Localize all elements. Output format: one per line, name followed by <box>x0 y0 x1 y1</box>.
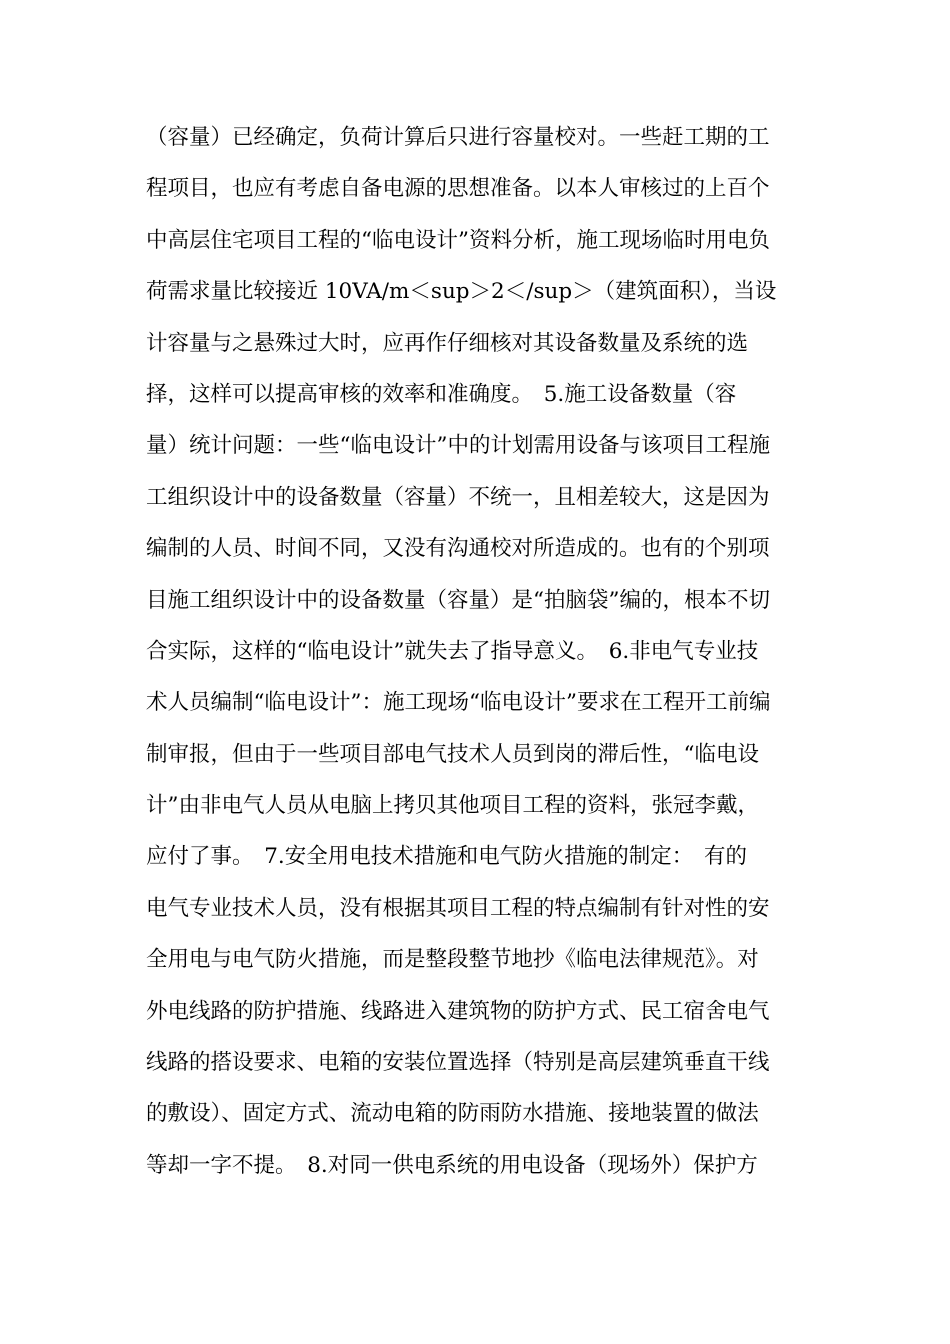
text-line: 工组织设计中的设备数量（容量）不统一，且相差较大，这是因为 <box>146 484 770 510</box>
text-line: 中高层住宅项目工程的“临电设计”资料分析，施工现场临时用电负 <box>146 227 770 253</box>
text-line: 目施工组织设计中的设备数量（容量）是“拍脑袋”编的，根本不切 <box>146 587 770 613</box>
text-line: 择，这样可以提高审核的效率和准确度。 5.施工设备数量（容 <box>146 381 737 407</box>
text-line: 术人员编制“临电设计”：施工现场“临电设计”要求在工程开工前编 <box>146 690 771 716</box>
text-line: 荷需求量比较接近 10VA/m＜sup＞2＜/sup＞（建筑面积），当设 <box>146 279 777 305</box>
body-text <box>146 116 806 1195</box>
text-line: （容量）已经确定，负荷计算后只进行容量校对。一些赶工期的工 <box>146 125 770 150</box>
text-line: 计容量与之悬殊过大时，应再作仔细核对其设备数量及系统的选 <box>146 330 749 356</box>
text-line: 线路的搭设要求、电箱的安装位置选择（特别是高层建筑垂直干线 <box>146 1050 770 1076</box>
text-line: 的敷设）、固定方式、流动电箱的防雨防水措施、接地装置的做法 <box>146 1101 759 1127</box>
text-line: 量）统计问题：一些“临电设计”中的计划需用设备与该项目工程施 <box>146 433 770 459</box>
text-line: 合实际，这样的“临电设计”就失去了指导意义。 6.非电气专业技 <box>146 638 759 664</box>
text-line: 外电线路的防护措施、线路进入建筑物的防护方式、民工宿舍电气 <box>146 998 770 1024</box>
text-line: 编制的人员、时间不同，又没有沟通校对所造成的。也有的个别项 <box>146 536 770 562</box>
text-line: 电气专业技术人员，没有根据其项目工程的特点编制有针对性的安 <box>146 895 770 921</box>
text-line: 程项目，也应有考虑自备电源的思想准备。以本人审核过的上百个 <box>146 176 770 202</box>
text-line: 等却一字不提。 8.对同一供电系统的用电设备（现场外）保护方 <box>146 1152 758 1178</box>
text-line: 制审报，但由于一些项目部电气技术人员到岗的滞后性，“临电设 <box>146 741 759 767</box>
text-line: 全用电与电气防火措施，而是整段整节地抄《临电法律规范》。对 <box>146 947 759 973</box>
text-line: 应付了事。 7.安全用电技术措施和电气防火措施的制定： 有的 <box>146 844 748 870</box>
text-line: 计”由非电气人员从电脑上拷贝其他项目工程的资料，张冠李戴， <box>146 793 759 819</box>
